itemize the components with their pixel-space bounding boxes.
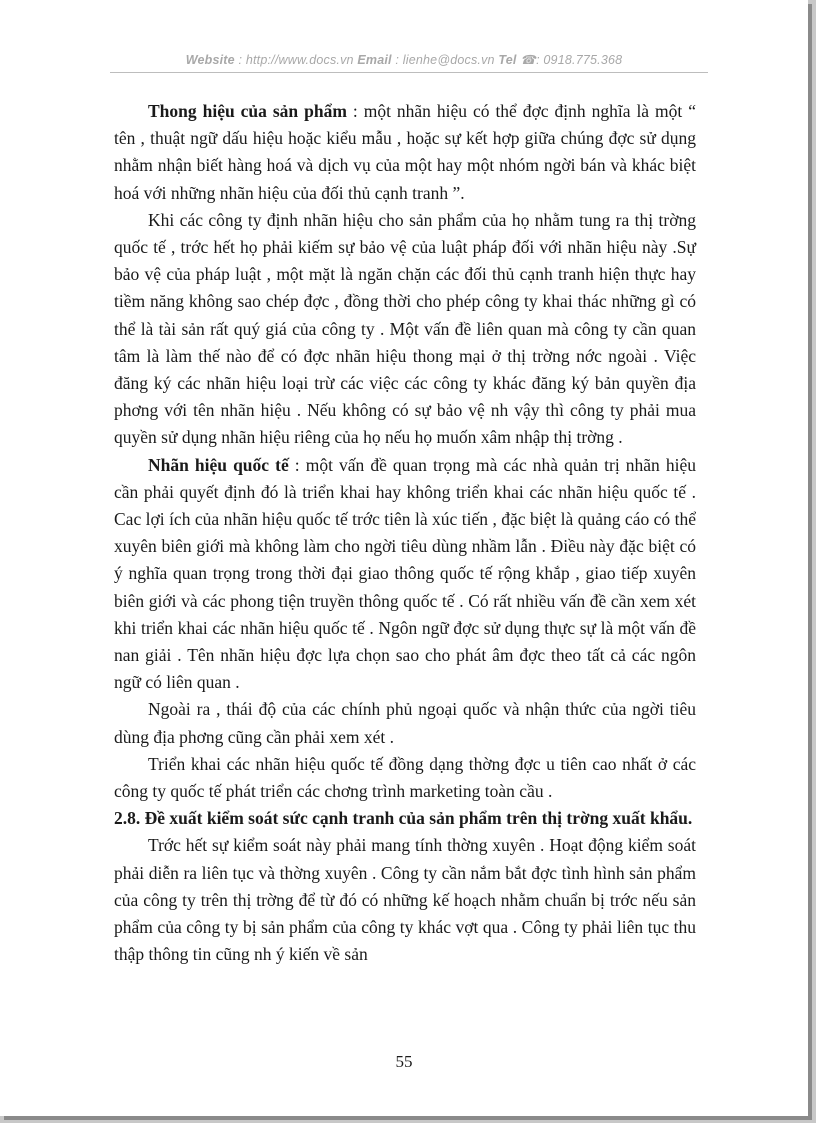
paragraph-government-attitude: Ngoài ra , thái độ của các chính phủ ngoại quốc và nhận thức của ngời tiêu dùng địa phơng cũng cần phải xem xét . [114, 699, 696, 747]
paragraph-competitive-control: Trớc hết sự kiểm soát này phải mang tính thờng xuyên . Hoạt động kiểm soát phải diễn ra liên tục và thờng xuyên . Công ty cần nắm bắt đợc tình hình sản phẩm của công ty trên thị trờng để từ đó có những kế hoạch nhằm chuẩn bị trớc nếu sản phẩm của công ty bị sản phẩm của công ty khác vợt qua . Công ty phải liên tục thu thập thông tin cũng nh ý kiến về sản [114, 835, 696, 965]
term-international-brand: Nhãn hiệu quốc tế [148, 454, 289, 475]
section-heading: 2.8. Đề xuất kiểm soát sức cạnh tranh của sản phẩm trên thị trờng xuất khẩu. [114, 808, 693, 829]
phone-icon: ☎ [520, 53, 537, 67]
paragraph-text: : một nhãn hiệu có thể đợc định nghĩa là một “ tên , thuật ngữ dấu hiệu hoặc kiểu mẫu , hoặc sự kết hợp giữa chúng đợc sử dụng nhằm nhận biết hàng hoá và dịch vụ của một hay một nhóm ngời bán và khác biệt hoá với những nhãn hiệu của đối thủ cạnh tranh ”. [114, 101, 696, 203]
page-number: 55 [395, 1052, 413, 1071]
email-value: : lienhe@docs.vn [395, 53, 495, 67]
paragraph-legal-protection: Khi các công ty định nhãn hiệu cho sản phẩm của họ nhằm tung ra thị trờng quốc tế , trớc hết họ phải kiếm sự bảo vệ của luật pháp đối với nhãn hiệu này .Sự bảo vệ của pháp luật , một mặt là ngăn chặn các đối thủ cạnh tranh hiện thực hay tiềm năng không sao chép đợc , đồng thời cho phép công ty khai thác những gì có thể là tài sản rất quý giá của công ty . Một vấn đề liên quan mà công ty cần quan tâm là làm thế nào để có đợc nhãn hiệu thong mại ở thị trờng nớc ngoài . Việc đăng ký các nhãn hiệu loại trừ các việc các công ty khác đăng ký bản quyền địa phơng với tên nhãn hiệu . Nếu không có sự bảo vệ nh vậy thì công ty phải mua quyền sử dụng nhãn hiệu riêng của họ nếu họ muốn xâm nhập thị trờng . [114, 209, 696, 448]
paragraph-uniform-brands: Triển khai các nhãn hiệu quốc tế đồng dạng thờng đợc u tiên cao nhất ở các công ty quốc tế phát triển các chơng trình marketing toàn cầu . [114, 753, 696, 802]
header-divider [110, 72, 708, 73]
tel-label: Tel [498, 53, 517, 67]
website-value: : http://www.docs.vn [238, 53, 354, 67]
paragraph-text: : một vấn đề quan trọng mà các nhà quản trị nhãn hiệu cần phải quyết định đó là triển khai hay không triển khai các nhãn hiệu quốc tế . Cac lợi ích của nhãn hiệu quốc tế trớc tiên là xúc tiến , đặc biệt là quảng cáo có thể xuyên biên giới mà không làm cho ngời tiêu dùng nhầm lẫn . Điều này đặc biệt có ý nghĩa quan trọng trong thời đại giao thông quốc tế rộng khắp , giao tiếp xuyên biên giới và các phong tiện truyền thông quốc tế . Có rất nhiều vấn đề cần xem xét khi triển khai các nhãn hiệu quốc tế . Ngôn ngữ đợc sử dụng thực sự là một vấn đề nan giải . Tên nhãn hiệu đợc lựa chọn sao cho phát âm đợc theo tất cả các ngôn ngữ có liên quan . [114, 454, 696, 693]
website-label: Website [185, 53, 235, 67]
paragraph-international-brand [114, 452, 696, 697]
tel-value: : 0918.775.368 [536, 53, 623, 67]
document-body [114, 98, 696, 969]
page-header [0, 52, 808, 67]
term-brand: Thong hiệu của sản phẩm [148, 101, 347, 121]
paragraph-brand-definition [114, 98, 696, 207]
email-label: Email [357, 53, 392, 67]
